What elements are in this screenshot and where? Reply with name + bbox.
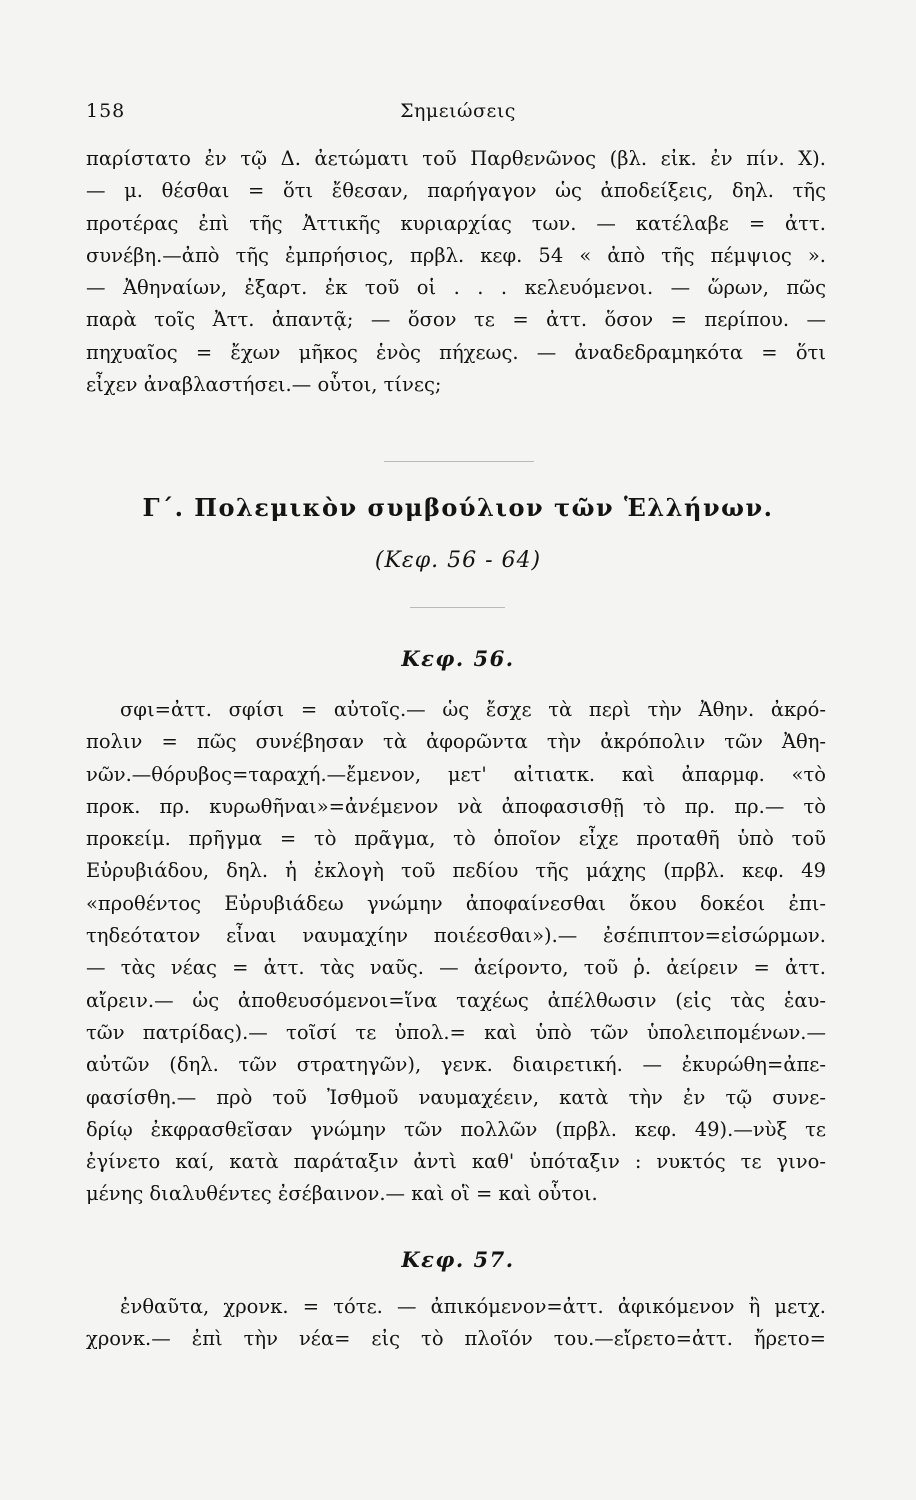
text-line: ἐγίνετο καί, κατὰ παράταξιν ἀντὶ καθ' ὑπόταξιν : νυκτός τε γινο- [86, 1150, 826, 1174]
text-line: «προθέντος Εὐρυβιάδεω γνώμην ἀποφαίνεσθαι ὅκου δοκέοι ἐπι- [86, 891, 826, 915]
text-line: — Ἀθηναίων, ἐξαρτ. ἐκ τοῦ οἱ . . . κελευόμενοι. — ὥρων, πῶς [86, 276, 826, 300]
page-header [0, 100, 916, 130]
text-line: μένης διαλυθέντες ἐσέβαινον.— καὶ οἳ = καὶ οὗτοι. [86, 1182, 598, 1206]
text-line: ἐνθαῦτα, χρονκ. = τότε. — ἀπικόμενον=ἀττ. ἀφικόμενον ἢ μετχ. [120, 1295, 826, 1318]
text-line: προκείμ. πρῆγμα = τὸ πρᾶγμα, τὸ ὁποῖον εἶχε προταθῆ ὑπὸ τοῦ [86, 827, 826, 851]
section-chapter-range: (Κεφ. 56 - 64) [374, 548, 542, 573]
text-line: πηχυαῖος = ἔχων μῆκος ἑνὸς πήχεως. — ἀναδεδραμηκότα = ὅτι [86, 340, 826, 364]
text-line: — τὰς νέας = ἀττ. τὰς ναῦς. — ἀείροντο, τοῦ ῥ. ἀείρειν = ἀττ. [86, 956, 826, 980]
section-divider [384, 461, 534, 462]
text-line: παρὰ τοῖς Ἀττ. ἀπαντᾷ; — ὅσον τε = ἀττ. ὅσον = περίπου. — [86, 308, 826, 332]
text-line: τηδεότατον εἶναι ναυμαχίην ποιέεσθαι»).— ἐσέπιπτον=εἰσώρμων. [86, 924, 826, 948]
chapter-56-heading: Κεφ. 56. [401, 646, 515, 671]
page-number: 158 [86, 100, 126, 122]
section-divider [410, 607, 505, 608]
running-title: Σημειώσεις [400, 100, 516, 122]
text-line: αἴρειν.— ὡς ἀποθευσόμενοι=ἵνα ταχέως ἀπέλθωσιν (εἰς τὰς ἑαυ- [86, 988, 826, 1012]
text-line: προτέρας ἐπὶ τῆς Ἀττικῆς κυριαρχίας των. — κατέλαβε = ἀττ. [86, 211, 826, 235]
text-line: νῶν.—θόρυβος=ταραχή.—ἔμενον, μετ' αἰτιατκ. καὶ ἀπαρμφ. «τὸ [86, 762, 826, 786]
text-line: φασίσθη.— πρὸ τοῦ Ἰσθμοῦ ναυμαχέειν, κατὰ τὴν ἐν τῷ συνε- [86, 1085, 826, 1109]
text-line: τῶν πατρίδας).— τοῖσί τε ὑπολ.= καὶ ὑπὸ τῶν ὑπολειπομένων.— [86, 1020, 826, 1044]
chapter-57-notes [86, 1291, 826, 1356]
text-line: συνέβη.—ἀπὸ τῆς ἐμπρήσιος, πρβλ. κεφ. 54 « ἀπὸ τῆς πέμψιος ». [86, 243, 826, 267]
text-line: παρίστατο ἐν τῷ Δ. ἀετώματι τοῦ Παρθενῶνος (βλ. εἰκ. ἐν πίν. Χ). [86, 147, 826, 170]
text-line: — μ. θέσθαι = ὅτι ἔθεσαν, παρήγαγον ὡς ἀποδείξεις, δηλ. τῆς [86, 179, 826, 203]
section-title: Γ΄. Πολεμικὸν συμβούλιον τῶν Ἑλλήνων. [142, 493, 774, 522]
text-line: αὐτῶν (δηλ. τῶν στρατηγῶν), γενκ. διαιρετική. — ἐκυρώθη=ἀπε- [86, 1053, 826, 1077]
intro-notes [86, 143, 826, 401]
chapter-57-heading: Κεφ. 57. [401, 1247, 515, 1272]
chapter-56-notes [86, 694, 826, 1211]
text-line: εἶχεν ἀναβλαστήσει.— οὗτοι, τίνες; [86, 373, 442, 397]
text-line: δρίῳ ἐκφρασθεῖσαν γνώμην τῶν πολλῶν (πρβλ. κεφ. 49).—νὺξ τε [86, 1117, 826, 1141]
text-line: χρονκ.— ἐπὶ τὴν νέα= εἰς τὸ πλοῖόν του.—εἴρετο=ἀττ. ἤρετο= [86, 1327, 826, 1351]
text-line: Εὐρυβιάδου, δηλ. ἡ ἐκλογὴ τοῦ πεδίου τῆς μάχης (πρβλ. κεφ. 49 [86, 859, 826, 883]
text-line: σφι=ἀττ. σφίσι = αὐτοῖς.— ὡς ἔσχε τὰ περὶ τὴν Ἀθην. ἀκρό- [120, 698, 826, 721]
text-line: προκ. πρ. κυρωθῆναι»=ἀνέμενον νὰ ἀποφασισθῇ τὸ πρ. πρ.— τὸ [86, 794, 826, 818]
text-line: πολιν = πῶς συνέβησαν τὰ ἀφορῶντα τὴν ἀκρόπολιν τῶν Ἀθη- [86, 730, 826, 754]
